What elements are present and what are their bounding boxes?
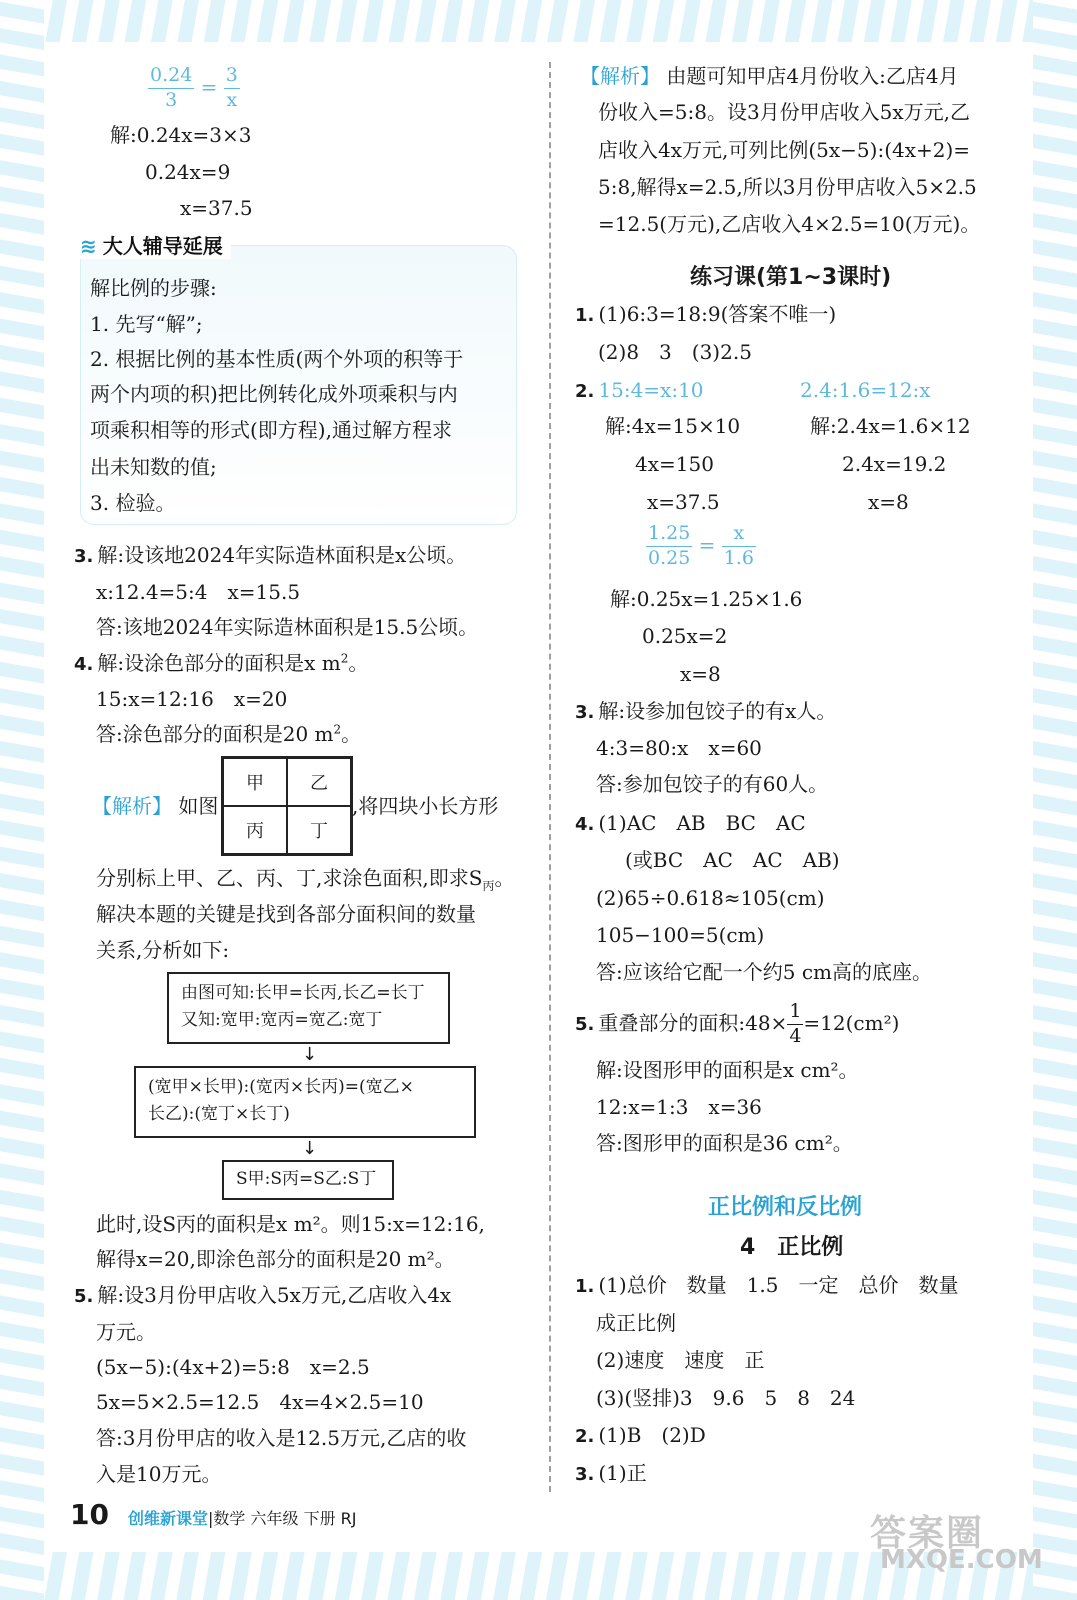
q3-line: 4:3=80:x x=60 — [596, 736, 762, 760]
q5-answer: 入是10万元。 — [96, 1462, 222, 1486]
q2c-fraction: $\frac{1.25}{0.25}$ = $\frac{x}{1.6}$ — [648, 522, 755, 569]
tutoring-box-title: ≋ 大人辅导延展 — [80, 230, 231, 259]
practice-q1: 1. (1)6:3=18:9(答案不唯一) — [575, 302, 837, 326]
q3-line: x:12.4=5:4 x=15.5 — [96, 580, 301, 604]
analysis-intro-cont: ,将四块小长方形 — [352, 794, 499, 818]
q4-line: 105−100=5(cm) — [596, 923, 765, 947]
grid-cell-jia: 甲 — [223, 758, 287, 806]
box-line: 两个内项的积)把比例转化成外项乘积与内 — [90, 382, 458, 406]
q5-line: (5x−5):(4x+2)=5:8 x=2.5 — [96, 1355, 370, 1379]
q3-answer: 答:该地2024年实际造林面积是15.5公顷。 — [96, 615, 479, 639]
q4-line: (或BC AC AC AB) — [625, 848, 840, 872]
question-3: 3. 解:设该地2024年实际造林面积是x公顷。 — [74, 543, 467, 567]
analysis-line: 关系,分析如下: — [96, 938, 230, 962]
rectangle-grid — [221, 756, 353, 856]
practice-title: 练习课(第1~3课时) — [690, 265, 892, 290]
solve-line-2: 0.24x=9 — [145, 160, 231, 184]
practice-q4: 4. (1)AC AB BC AC — [575, 811, 806, 835]
analysis-result-2: 解得x=20,即涂色部分的面积是20 m²。 — [96, 1247, 455, 1271]
lesson-q3: 3. (1)正 — [575, 1461, 647, 1485]
flow-box-2: (宽甲×长甲):(宽丙×长丙)=(宽乙× 长乙):(宽丁×长丁) — [134, 1066, 476, 1138]
analysis-line: 解决本题的关键是找到各部分面积间的数量 — [96, 902, 476, 926]
q5-line: 解:设图形甲的面积是x cm²。 — [596, 1058, 859, 1082]
analysis-intro: 【解析】 如图 — [92, 794, 219, 818]
q4-answer: 答:应该给它配一个约5 cm高的底座。 — [596, 960, 932, 984]
fraction-equation: $\frac{0.24}{3}$ = $\frac{3}{x}$ — [150, 64, 238, 111]
right-analysis-line: 5:8,解得x=2.5,所以3月份甲店收入5×2.5 — [598, 175, 977, 199]
page-number: 10 — [70, 1498, 109, 1531]
lesson-q2: 2. (1)B (2)D — [575, 1423, 706, 1447]
question-5: 5. 解:设3月份甲店收入5x万元,乙店收入4x — [74, 1283, 452, 1307]
flow-arrow-1: ↓ — [302, 1044, 318, 1065]
q5-answer: 答:图形甲的面积是36 cm²。 — [596, 1131, 853, 1155]
q5-line: 12:x=1:3 x=36 — [596, 1095, 762, 1119]
q2a-line: 4x=150 — [635, 452, 714, 476]
q5-answer: 答:3月份甲店的收入是12.5万元,乙店的收 — [96, 1426, 467, 1450]
q2b-line: 解:2.4x=1.6×12 — [810, 414, 971, 438]
page-frame-left — [0, 0, 44, 1600]
practice-q5: 5. 重叠部分的面积:48× $\frac{1}{4}$ =12(cm²) — [575, 1000, 900, 1047]
q2c-line: 解:0.25x=1.25×1.6 — [610, 587, 803, 611]
grid-cell-bing: 丙 — [223, 806, 287, 854]
lesson-q1-line: 成正比例 — [596, 1311, 676, 1335]
practice-q2-b: 2.4:1.6=12:x — [800, 378, 931, 402]
box-line: 3. 检验。 — [90, 491, 176, 515]
flow-box-1: 由图可知:长甲=长丙,长乙=长丁 又知:宽甲:宽丙=宽乙:宽丁 — [167, 972, 450, 1044]
box-line: 1. 先写“解”; — [90, 312, 203, 336]
question-4: 4. 解:设涂色部分的面积是x $m^2$。 — [74, 651, 369, 675]
flow-arrow-2: ↓ — [302, 1138, 318, 1159]
practice-q1-line: (2)8 3 (3)2.5 — [598, 340, 752, 364]
watermark-logo: 答案圈 MXQE.COM — [870, 1513, 1043, 1575]
box-line: 出未知数的值; — [90, 455, 217, 479]
right-analysis-line: =12.5(万元),乙店收入4×2.5=10(万元)。 — [598, 212, 981, 236]
q2a-line: 解:4x=15×10 — [605, 414, 741, 438]
right-analysis: 【解析】 由题可知甲店4月份收入:乙店4月 — [580, 64, 959, 88]
solve-line-3: x=37.5 — [180, 196, 253, 220]
right-analysis-line: 店收入4x万元,可列比例(5x−5):(4x+2)= — [598, 138, 971, 162]
right-analysis-line: 份收入=5:8。设3月份甲店收入5x万元,乙 — [598, 100, 971, 124]
q4-line: 15:x=12:16 x=20 — [96, 687, 288, 711]
q2b-line: 2.4x=19.2 — [842, 452, 947, 476]
page-frame-top — [0, 0, 1077, 42]
page-frame-right — [1033, 0, 1077, 1600]
lesson-q1-line: (3)(竖排)3 9.6 5 8 24 — [596, 1386, 856, 1410]
solve-line-1: 解:0.24x=3×3 — [110, 123, 252, 147]
q2b-line: x=8 — [868, 490, 909, 514]
column-divider — [549, 62, 551, 1492]
lesson-q1: 1. (1)总价 数量 1.5 一定 总价 数量 — [575, 1273, 959, 1297]
q2c-line: x=8 — [680, 662, 721, 686]
box-line: 解比例的步骤: — [90, 276, 217, 300]
q5-line: 万元。 — [96, 1320, 156, 1344]
lesson-title: 4 正比例 — [740, 1235, 844, 1260]
practice-q2: 2. 15:4=x:10 — [575, 378, 704, 402]
q2a-line: x=37.5 — [647, 490, 720, 514]
q2c-line: 0.25x=2 — [642, 624, 728, 648]
grid-cell-yi: 乙 — [287, 758, 351, 806]
lesson-q1-line: (2)速度 速度 正 — [596, 1348, 765, 1372]
q4-answer: 答:涂色部分的面积是20 $m^2$。 — [96, 722, 362, 746]
analysis-line: 分别标上甲、乙、丙、丁,求涂色面积,即求$S_丙$。 — [96, 866, 515, 893]
q5-line: 5x=5×2.5=12.5 4x=4×2.5=10 — [96, 1390, 424, 1414]
flow-box-3: S甲:S丙=S乙:S丁 — [222, 1160, 394, 1200]
box-line: 项乘积相等的形式(即方程),通过解方程求 — [90, 418, 452, 442]
unit-title: 正比例和反比例 — [708, 1195, 863, 1220]
footer-info: 创维新课堂|数学 六年级 下册 RJ — [128, 1509, 357, 1528]
box-line: 2. 根据比例的基本性质(两个外项的积等于 — [90, 347, 464, 371]
grid-cell-ding: 丁 — [287, 806, 351, 854]
practice-q3: 3. 解:设参加包饺子的有x人。 — [575, 699, 837, 723]
q4-line: (2)65÷0.618≈105(cm) — [596, 886, 825, 910]
wave-icon: ≋ — [80, 234, 97, 258]
analysis-result-1: 此时,设S丙的面积是x m²。则15:x=12:16, — [96, 1212, 485, 1236]
q3-answer: 答:参加包饺子的有60人。 — [596, 772, 829, 796]
